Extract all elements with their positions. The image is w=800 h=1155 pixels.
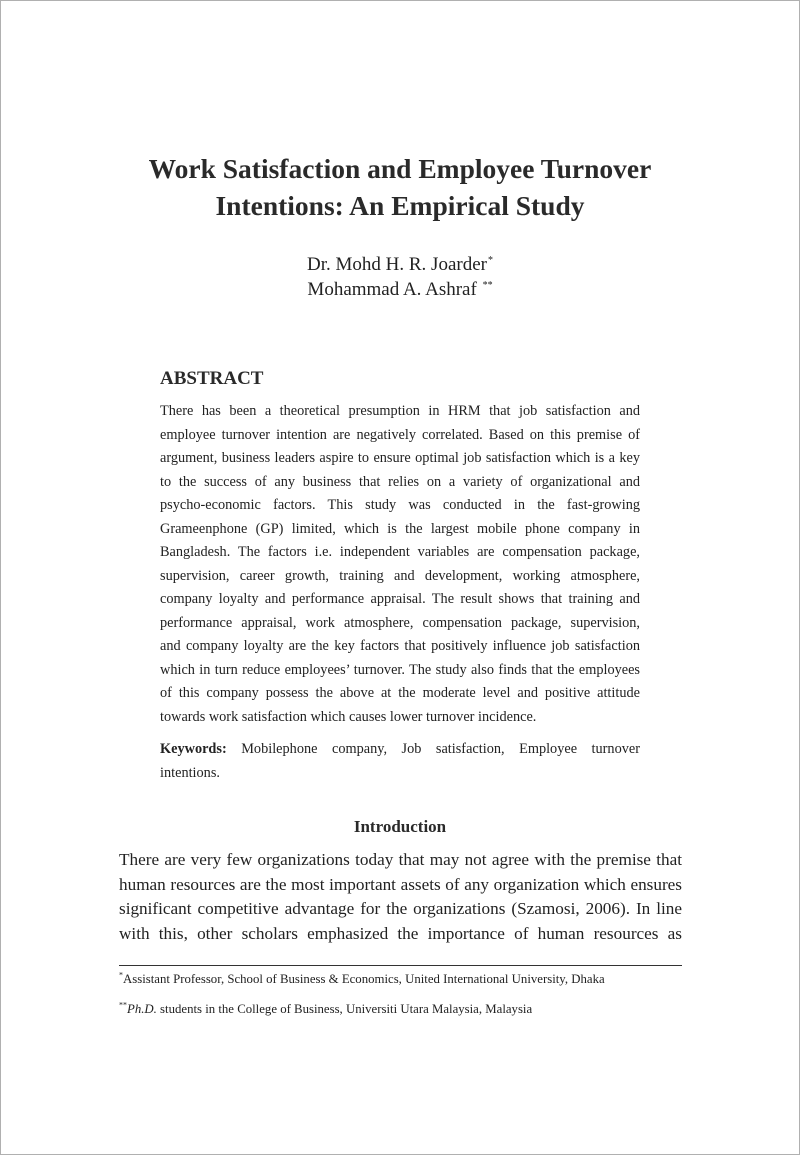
abstract-line: of this company possess the above at the moderate level and positive attitude [160,685,640,701]
abstract-line: and company loyalty are the key factors that positively influence job satisfaction [160,638,640,654]
author-name: Mohammad A. Ashraf [307,279,477,300]
author-joarder [100,252,700,277]
footnote-mark: ** [119,1000,127,1010]
abstract-line: to the success of any business that relies on a variety of organizational and [160,473,640,490]
author-name: Dr. Mohd H. R. Joarder [307,254,487,275]
footnote-text: students in the College of Business, Universiti Utara Malaysia, Malaysia [156,1002,533,1016]
intro-line: significant competitive advantage for the organizations (Szamosi, 2006). In line [119,899,682,918]
footnote-mark[interactable]: ** [482,279,493,291]
intro-line: There are very few organizations today that may not agree with the premise that [119,850,682,869]
keywords-line [160,738,640,762]
title-line: Work Satisfaction and Employee Turnover [148,153,652,184]
keywords-list: Mobilephone company, Job satisfaction, Employee turnover [226,741,640,757]
abstract-line: company loyalty and performance appraisal. The result shows that training and [160,591,640,607]
abstract-line: supervision, career growth, training and development, working atmosphere, [160,567,640,584]
abstract-line: employee turnover intention are negatively correlated. Based on this premise of [160,426,640,443]
author-list [100,252,700,302]
abstract-line: which in turn reduce employees’ turnover. The study also finds that the employees [160,661,640,678]
abstract-line: Grameenphone (GP) limited, which is the largest mobile phone company in [160,520,640,537]
abstract-line: argument, business leaders aspire to ensure optimal job satisfaction which is a key [160,450,640,466]
footnote-2 [119,1001,532,1017]
keywords [160,738,640,785]
footnote-mark: * [119,970,123,980]
title-line: Intentions: An Empirical Study [215,190,585,221]
abstract-line: Bangladesh. The factors i.e. independent variables are compensation package, [160,544,640,560]
abstract-line: There has been a theoretical presumption in HRM that job satisfaction and [160,403,640,419]
paper-title [100,150,700,224]
section-heading-introduction: Introduction [353,817,447,836]
intro-line: human resources are the most important assets of any organization which ensures [119,874,682,894]
abstract-heading: ABSTRACT [160,368,264,389]
abstract-line: performance appraisal, work atmosphere, compensation package, supervision, [160,614,640,631]
abstract-line: psycho-economic factors. This study was conducted in the fast-growing [160,497,640,513]
footnote-degree: Ph.D. [127,1002,157,1016]
keywords-label: Keywords: [160,741,227,757]
abstract-line: towards work satisfaction which causes lower turnover incidence. [160,708,537,725]
footnote-1 [119,971,605,987]
footnote-mark[interactable]: * [487,254,493,266]
abstract-body [160,400,640,729]
keywords-line: intentions. [160,764,220,781]
footnote-text: Assistant Professor, School of Business & Economics, United International University, Dhaka [123,972,605,986]
intro-line: with this, other scholars emphasized the importance of human resources as [119,923,682,943]
author-ashraf [100,277,700,302]
footnote-divider [119,965,682,966]
introduction-body [119,848,682,946]
